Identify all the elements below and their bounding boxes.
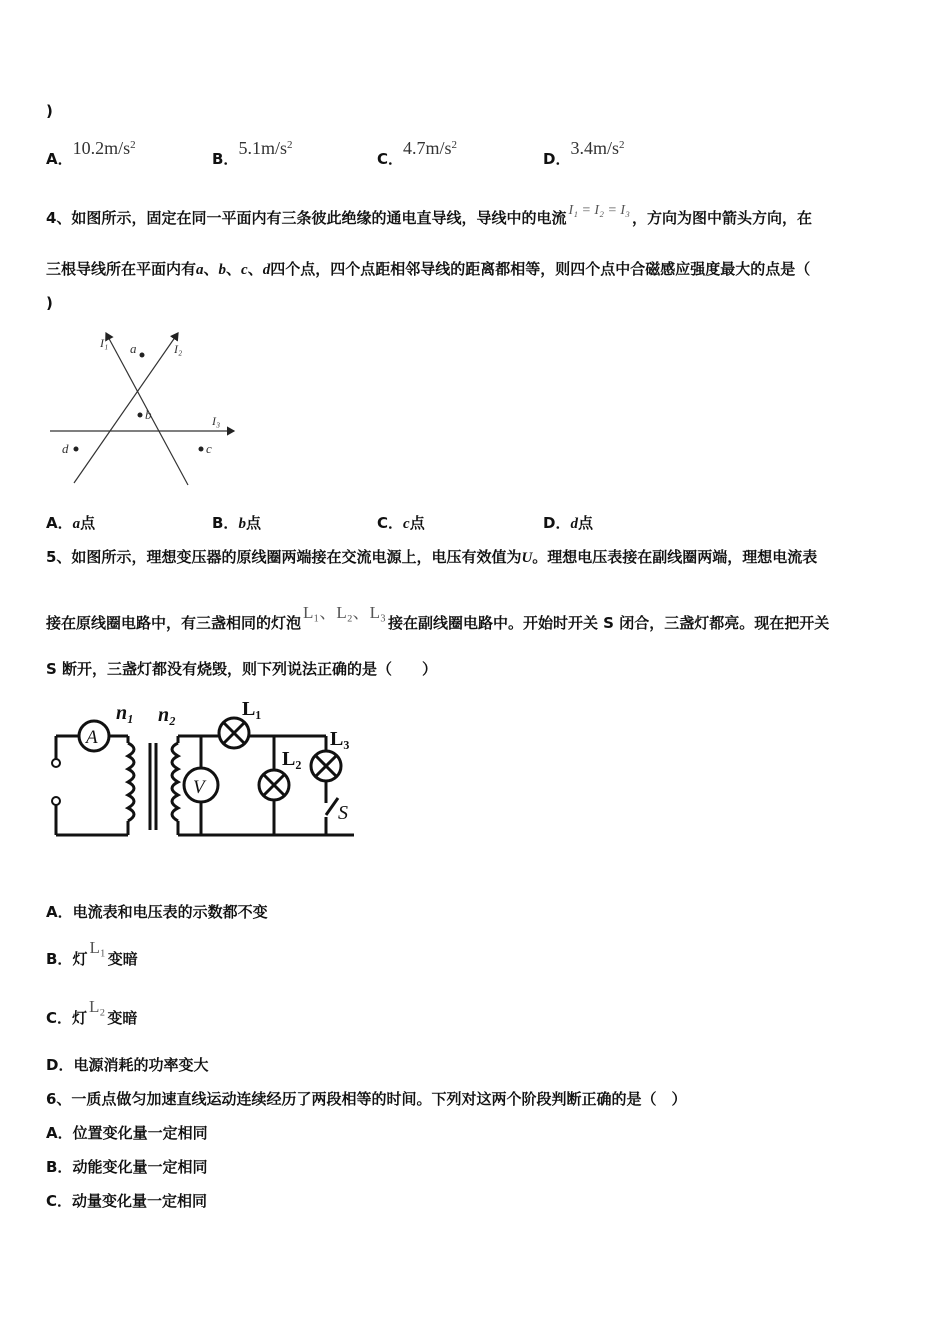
q5-stem-line1: 5、如图所示，理想变压器的原线圈两端接在交流电源上，电压有效值为U。理想电压表接在副线圈两端，理想电流表 xyxy=(46,548,818,566)
point-b xyxy=(138,413,143,418)
q6-option-c: C．动量变化量一定相同 xyxy=(46,1192,208,1210)
q4-option-b: B．b点 xyxy=(212,514,261,532)
label-i3: I₃ xyxy=(212,414,221,428)
label-c: c xyxy=(206,441,212,456)
q5-option-c: C．灯L₂变暗 xyxy=(46,997,138,1027)
l2-label: L₂ xyxy=(282,748,302,770)
q5-option-a: A．电流表和电压表的示数都不变 xyxy=(46,903,268,921)
n2-label: n₂ xyxy=(158,704,177,726)
q6-option-b: B．动能变化量一定相同 xyxy=(46,1158,208,1176)
q5-option-b: B．灯L₁变暗 xyxy=(46,938,138,968)
point-d xyxy=(74,447,79,452)
label-a: a xyxy=(130,341,137,356)
point-a xyxy=(140,353,145,358)
q4-closing-paren: ) xyxy=(46,294,53,312)
point-c xyxy=(199,447,204,452)
q4-stem-line1: 4、如图所示，固定在同一平面内有三条彼此绝缘的通电直导线，导线中的电流 I₁ = I₂ = I₃ ，方向为图中箭头方向，在 xyxy=(46,203,812,227)
q5-circuit-figure xyxy=(46,695,366,845)
q4-option-a: A．a点 xyxy=(46,514,96,532)
label-d: d xyxy=(62,441,69,456)
q4-option-c: C．c点 xyxy=(377,514,425,532)
q3-option-b: B．$5.1m/s^2$ xyxy=(212,138,293,168)
q3-option-c: C．$4.7m/s^2$ xyxy=(377,138,458,168)
voltmeter-label: V xyxy=(193,777,205,798)
switch-label: S xyxy=(338,802,348,824)
l1-label: L₁ xyxy=(242,698,262,720)
n1-label: n₁ xyxy=(116,702,135,724)
label-b: b xyxy=(145,407,152,422)
q5-stem-line2: 接在原线圈电路中，有三盏相同的灯泡L₁、L₂、L₃接在副线圈电路中。开始时开关 S 闭合，三盏灯都亮。现在把开关 xyxy=(46,603,830,632)
label-i1: I₁ xyxy=(100,336,109,350)
wire-i2 xyxy=(74,333,178,483)
q6-option-a: A．位置变化量一定相同 xyxy=(46,1124,208,1142)
q3-option-d: D．$3.4m/s^2$ xyxy=(543,138,625,168)
q4-stem-line2: 三根导线所在平面内有a、b、c、d四个点，四个点距相邻导线的距离都相等，则四个点中合磁感应强度最大的点是（ xyxy=(46,260,811,278)
ammeter-label: A xyxy=(86,727,98,748)
q5-option-d: D．电源消耗的功率变大 xyxy=(46,1056,209,1074)
q4-wire-figure xyxy=(46,325,246,490)
q3-closing-paren: ) xyxy=(46,102,53,120)
l3-label: L₃ xyxy=(330,728,350,750)
q4-option-d: D．d点 xyxy=(543,514,593,532)
q6-stem: 6、一质点做匀加速直线运动连续经历了两段相等的时间。下列对这两个阶段判断正确的是（ ） xyxy=(46,1090,687,1108)
q3-option-a: A．$10.2m/s^2$ xyxy=(46,138,136,168)
label-i2: I₂ xyxy=(174,342,183,356)
q5-stem-line3: S 断开，三盏灯都没有烧毁，则下列说法正确的是（ ） xyxy=(46,660,438,678)
